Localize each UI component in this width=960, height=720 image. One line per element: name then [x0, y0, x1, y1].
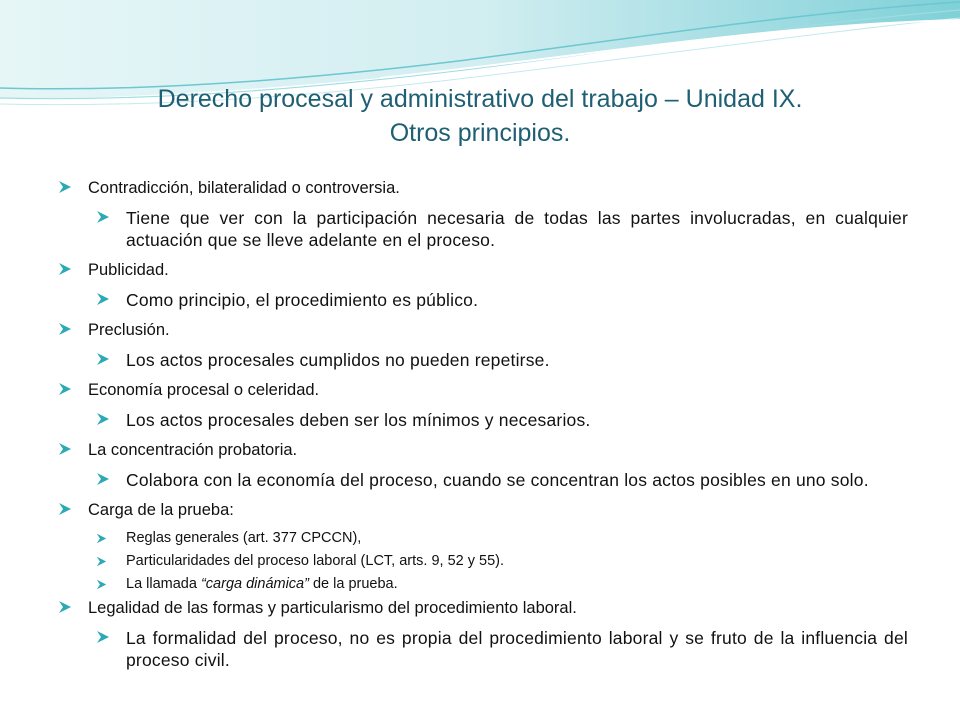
sub-list-item-text: Los actos procesales cumplidos no pueden repetirse. — [126, 350, 550, 370]
arrowhead-bullet-icon — [58, 442, 72, 456]
slide-title-line1: Derecho procesal y administrativo del trabajo – Unidad IX. — [157, 85, 803, 113]
arrowhead-bullet-icon — [96, 292, 110, 306]
arrowhead-bullet-icon — [96, 533, 107, 544]
sub-list-item-text: Particularidades del proceso laboral (LCT, arts. 9, 52 y 55). — [126, 553, 504, 569]
list-item-label: Contradicción, bilateralidad o controversia. — [88, 179, 400, 197]
sub-list-item — [88, 207, 908, 251]
arrowhead-bullet-icon — [58, 382, 72, 396]
list-item-label: Legalidad de las formas y particularismo del procedimiento laboral. — [88, 599, 577, 617]
arrowhead-bullet-icon — [58, 502, 72, 516]
arrowhead-bullet-icon — [58, 262, 72, 276]
list-item — [58, 598, 908, 618]
arrowhead-bullet-icon — [58, 600, 72, 614]
list-item-label: Economía procesal o celeridad. — [88, 381, 320, 399]
sub-list-item-text-before: La llamada — [126, 576, 201, 592]
list-item — [58, 320, 908, 340]
arrowhead-bullet-icon — [96, 472, 110, 486]
sub-list-item-text-after: de la prueba. — [308, 576, 398, 592]
sub-list-item — [88, 627, 908, 671]
sub-list-item — [88, 289, 908, 311]
sub-list-item-text: Colabora con la economía del proceso, cuando se concentran los actos posibles en uno solo. — [126, 470, 869, 490]
sub-list-item — [88, 349, 908, 371]
arrowhead-bullet-icon — [96, 630, 110, 644]
sub-list-item — [88, 409, 908, 431]
sub-list-item — [88, 575, 908, 593]
list-item — [58, 178, 908, 198]
principles-list — [58, 178, 908, 680]
list-item-label: La concentración probatoria. — [88, 441, 298, 459]
list-item — [58, 260, 908, 280]
sub-list-item-text: Los actos procesales deben ser los mínimos y necesarios. — [126, 410, 591, 430]
list-item-label: Publicidad. — [88, 261, 169, 279]
sub-list-item-text: La formalidad del proceso, no es propia del procedimiento laboral y se fruto de la influencia del proceso civil. — [126, 628, 908, 670]
list-item — [58, 500, 908, 520]
sub-list-item — [88, 469, 908, 491]
arrowhead-bullet-icon — [96, 210, 110, 224]
list-item-label: Preclusión. — [88, 321, 170, 339]
sub-list-item-italic: “carga dinámica” — [200, 576, 309, 592]
sub-list-item — [88, 552, 908, 570]
arrowhead-bullet-icon — [96, 412, 110, 426]
slide-title-line2: Otros principios. — [389, 119, 571, 147]
arrowhead-bullet-icon — [96, 579, 107, 590]
arrowhead-bullet-icon — [58, 180, 72, 194]
sub-list-item — [88, 529, 908, 547]
arrowhead-bullet-icon — [58, 322, 72, 336]
sub-list-item-text: Reglas generales (art. 377 CPCCN), — [126, 530, 362, 546]
list-item — [58, 380, 908, 400]
arrowhead-bullet-icon — [96, 556, 107, 567]
sub-list-item-text: Como principio, el procedimiento es público. — [126, 290, 479, 310]
slide-title — [40, 82, 920, 150]
list-item — [58, 440, 908, 460]
sub-list-item-text: Tiene que ver con la participación necesaria de todas las partes involucradas, en cualquier actuación que se lleve adelante en el proceso. — [126, 208, 908, 250]
arrowhead-bullet-icon — [96, 352, 110, 366]
list-item-label: Carga de la prueba: — [88, 501, 234, 519]
